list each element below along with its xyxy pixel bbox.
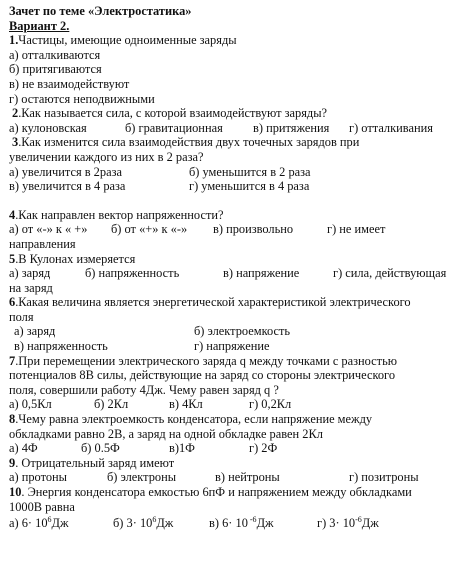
option-value: а) 6· 10: [9, 516, 48, 531]
answer-option-continued: направления: [9, 236, 76, 251]
question-number: 10: [9, 485, 22, 499]
answer-option: в) произвольно: [213, 222, 294, 237]
answer-option: а) 0,5Кл: [9, 397, 52, 412]
question-text-continued: поля: [9, 309, 34, 324]
question-number: 1.: [9, 33, 19, 48]
question-9: [9, 456, 461, 471]
answer-option: г) 2Ф: [249, 441, 278, 456]
exponent: -6: [247, 515, 257, 525]
answer-row: [9, 339, 461, 354]
answer-row: [9, 266, 461, 281]
question-text: .Как называется сила, с которой взаимодействуют заряды?: [18, 106, 328, 121]
question-number: 9: [9, 455, 16, 470]
answer-row: [9, 179, 461, 194]
answer-option: б) напряженность: [85, 266, 180, 281]
question-text: .При перемещении электрического заряда q между точками с разностью: [15, 353, 397, 368]
exponent: 6: [152, 515, 157, 525]
answer-option: в) не взаимодействуют: [9, 76, 130, 91]
question-number: 6: [9, 295, 16, 310]
option-value: г) 3· 10: [317, 516, 356, 531]
question-2: [9, 106, 461, 121]
answer-option: а) протоны: [9, 470, 67, 485]
variant-heading: Вариант 2.: [9, 18, 70, 33]
answer-row: [9, 324, 461, 339]
answer-option: в)1Ф: [169, 441, 195, 456]
answer-option: г) 0,2Кл: [249, 397, 292, 412]
question-text-continued: поля, совершили работу 4Дж. Чему равен заряд q ?: [9, 382, 279, 397]
answer-option: в) притяжения: [253, 120, 330, 135]
answer-option: б) притягиваются: [9, 62, 102, 77]
answer-option: в) напряженность: [14, 339, 108, 354]
question-text: .В Кулонах измеряется: [15, 251, 136, 266]
answer-option: в) нейтроны: [215, 470, 280, 485]
question-number: 4: [9, 207, 16, 222]
answer-option: [209, 516, 317, 531]
answer-option: в) увеличится в 4 раза: [9, 179, 126, 194]
answer-row: [9, 441, 461, 456]
answer-option: а) от «-» к « +»: [9, 222, 88, 237]
answer-option: г) отталкивания: [349, 120, 433, 135]
question-6: [9, 295, 461, 310]
question-text-continued: 1000В равна: [9, 499, 75, 514]
answer-option: г) напряжение: [194, 339, 270, 354]
answer-row: [9, 121, 461, 136]
question-7: [9, 354, 461, 369]
question-text: . Энергия конденсатора емкостью 6пФ и напряжением между обкладками: [21, 485, 412, 499]
question-number: 2: [12, 106, 19, 121]
question-text: .Как направлен вектор напряженности?: [15, 207, 224, 222]
question-text: .Какая величина является энергетической характеристикой электрического: [15, 295, 411, 310]
question-5: [9, 252, 461, 267]
question-text-continued: потенциалов 8В силы, действующие на заряд со стороны электрического: [9, 368, 396, 383]
question-1: [9, 33, 461, 48]
answer-option: а) увеличится в 2раза: [9, 164, 122, 179]
answer-option: а) заряд: [14, 324, 56, 339]
answer-option: а) 4Ф: [9, 441, 38, 456]
answer-row: [9, 470, 461, 485]
question-8: [9, 412, 461, 427]
answer-row: [9, 222, 461, 237]
question-number: 8: [9, 412, 16, 427]
question-3: [9, 135, 461, 150]
answer-option: г) сила, действующая: [333, 266, 447, 281]
question-text-continued: увеличении каждого из них в 2 раза?: [9, 149, 204, 164]
question-text: Частицы, имеющие одноименные заряды: [18, 33, 237, 48]
option-value: в) 6· 10: [209, 516, 248, 531]
answer-row: [9, 165, 461, 180]
answer-option: б) от «+» к «-»: [111, 222, 188, 237]
worksheet-title: Зачет по теме «Электростатика»: [9, 4, 192, 18]
exponent: -6: [355, 515, 362, 525]
unit: Дж: [256, 516, 274, 531]
answer-option: б) электроемкость: [194, 324, 291, 339]
answer-option: г) уменьшится в 4 раза: [189, 179, 310, 194]
answer-row: [9, 516, 461, 531]
answer-option: б) электроны: [107, 470, 177, 485]
answer-option: б) 0.5Ф: [81, 441, 120, 456]
answer-option: б) 2Кл: [94, 397, 129, 412]
answer-option: б) гравитационная: [125, 120, 223, 135]
answer-option: г) не имеет: [327, 222, 386, 237]
question-text: . Отрицательный заряд имеют: [15, 455, 175, 470]
unit: Дж: [156, 516, 174, 531]
question-number: 5: [9, 251, 16, 266]
question-number: 7: [9, 353, 16, 368]
answer-option: а) кулоновская: [9, 120, 87, 135]
question-number: 3: [12, 135, 19, 150]
answer-option: г) позитроны: [349, 470, 419, 485]
answer-option: а) отталкиваются: [9, 47, 101, 62]
answer-option: [317, 516, 379, 531]
answer-option: в) 4Кл: [169, 397, 203, 412]
answer-option: г) остаются неподвижными: [9, 91, 155, 106]
exponent: 6: [47, 515, 52, 525]
question-10: [9, 485, 461, 500]
answer-option: б) уменьшится в 2 раза: [189, 164, 311, 179]
answer-option-continued: на заряд: [9, 280, 53, 295]
answer-option: в) напряжение: [223, 266, 300, 281]
question-text-continued: обкладками равно 2В, а заряд на одной обкладке равен 2Кл: [9, 426, 323, 441]
answer-option: [113, 516, 209, 531]
question-text: .Как изменится сила взаимодействия двух точечных зарядов при: [18, 135, 360, 150]
blank-gap: [9, 194, 461, 208]
unit: Дж: [51, 516, 69, 531]
answer-option: [9, 516, 113, 531]
unit: Дж: [361, 516, 379, 531]
question-4: [9, 208, 461, 223]
answer-row: [9, 397, 461, 412]
question-text: .Чему равна электроемкость конденсатора, если напряжение между: [15, 412, 373, 427]
option-value: б) 3· 10: [113, 516, 153, 531]
answer-option: а) заряд: [9, 266, 51, 281]
